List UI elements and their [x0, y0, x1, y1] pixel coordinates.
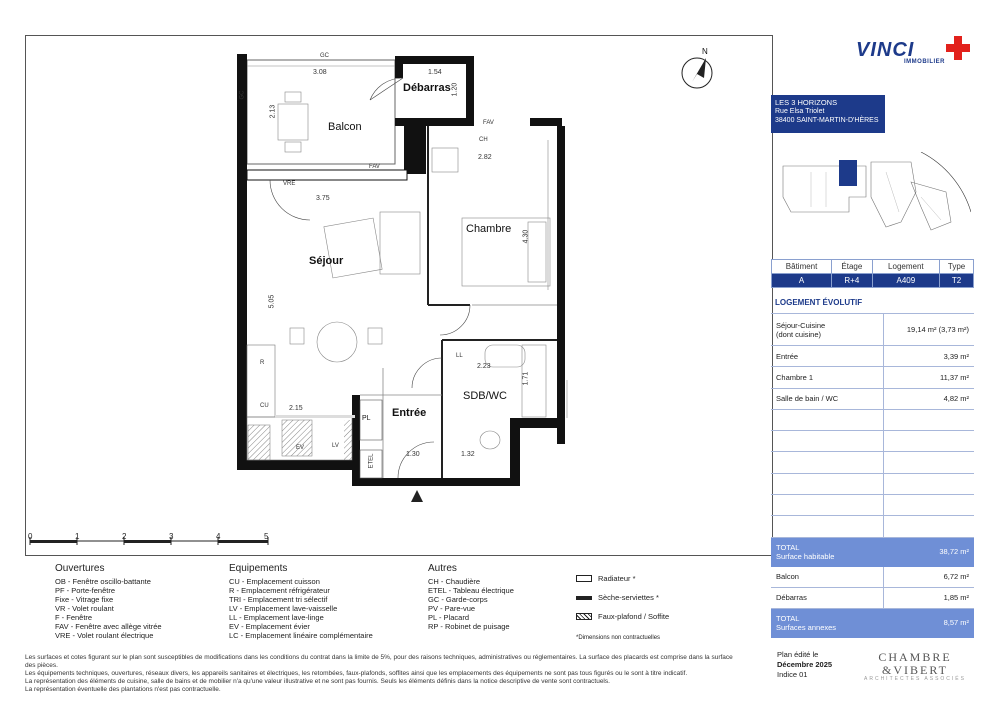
scale-label: 3 — [169, 532, 174, 541]
surface-row: Chambre 1 11,37 m² — [771, 367, 974, 388]
surface-row-empty — [771, 452, 974, 473]
lot-info-table — [771, 259, 974, 288]
dim-label: 1.32 — [461, 451, 475, 458]
surface-row: Salle de bain / WC 4,82 m² — [771, 388, 974, 409]
dim-label: 1.30 — [406, 451, 420, 458]
vinci-cross-icon — [946, 36, 970, 60]
header-etage: Étage — [832, 260, 872, 274]
dim-label: 1.71 — [522, 371, 530, 386]
header-type: Type — [940, 260, 974, 274]
logement-title: LOGEMENT ÉVOLUTIF — [775, 298, 863, 307]
dim-label: 2.15 — [289, 405, 303, 412]
vinci-logo: VINCI IMMOBILIER — [856, 36, 970, 68]
code-label: FAV — [483, 120, 494, 126]
dim-label: 1.54 — [428, 69, 442, 76]
compass-north-label: N — [702, 47, 708, 56]
code-label: LV — [332, 443, 339, 449]
room-label-debarras: Débarras — [403, 82, 451, 94]
legend-radiateur: Radiateur * — [576, 574, 636, 583]
dim-label: 3.75 — [316, 195, 330, 202]
key-plan-thumbnail — [771, 152, 971, 258]
value-batiment: A — [772, 274, 832, 288]
code-label: R — [260, 360, 265, 366]
code-label: GC — [320, 53, 329, 59]
scale-label: 5 — [264, 532, 269, 541]
legend-autres-title: Autres — [428, 563, 457, 574]
code-label: CH — [479, 137, 488, 143]
code-label: GC — [239, 90, 246, 100]
surface-row-empty — [771, 473, 974, 494]
surfaces-table — [771, 313, 974, 638]
hatch-icon — [576, 613, 592, 620]
header-logement: Logement — [872, 260, 940, 274]
plan-edition-info: Plan édité le Décembre 2025 Indice 01 — [777, 650, 833, 679]
code-label: ETEL — [368, 453, 375, 469]
code-label: LL — [456, 353, 463, 359]
value-logement: A409 — [872, 274, 940, 288]
scale-label: 4 — [216, 532, 221, 541]
annex-row: Balcon 6,72 m² — [771, 566, 974, 587]
floor-plan-drawing — [25, 35, 773, 556]
disclaimer: Les surfaces et cotes figurant sur le plan sont susceptibles de modifications dans les conditions du contrat dans la limite de 5%, pour des raisons techniques, administratives ou réglementaires. La surface des placards est comprise dans la surface des pièces. Les équipements techniques, ouvertures, réseaux divers, les appareils sanitaires et électriques, les retombées, faux-plafonds, soffites ainsi que les emplacements des équipements ne sont pas tous figurés ou le sont à titre indicatif. La représentation des éléments de cuisine, salle de bains et de mobilier n'a qu'une valeur illustrative et ne sont pas fournis. Seuls les éléments définis dans la notice descriptive de vente sont contractuels. La représentation éventuelle des plantations n'est pas contractuelle. — [25, 654, 733, 693]
scale-label: 2 — [122, 532, 127, 541]
project-address-box: LES 3 HORIZONS Rue Elsa Triolet 38400 SAINT-MARTIN-D'HÈRES — [771, 95, 885, 133]
room-label-balcon: Balcon — [328, 121, 362, 133]
scale-label: 0 — [28, 532, 33, 541]
legend-seche-serviettes: Sèche-serviettes * — [576, 593, 659, 602]
legend-ouvertures-title: Ouvertures — [55, 563, 105, 574]
legend-ouvertures-list: OB - Fenêtre oscillo-battante PF - Porte-fenêtre Fixe - Vitrage fixe VR - Volet roulant F - Fenêtre FAV - Fenêtre avec allège vitrée VRE - Volet roulant électrique — [55, 577, 162, 640]
dim-label: 2.23 — [477, 363, 491, 370]
radiator-icon — [576, 575, 592, 582]
total-habitable-row: TOTAL Surface habitable 38,72 m² — [771, 537, 974, 566]
surface-row-empty — [771, 495, 974, 516]
architect-logo: CHAMBRE &VIBERT ARCHITECTES ASSOCIÉS — [864, 650, 966, 682]
surface-row: Entrée 3,39 m² — [771, 346, 974, 367]
dim-label: 4.30 — [522, 229, 530, 244]
dim-label: 5.05 — [268, 294, 276, 309]
surface-row-empty — [771, 431, 974, 452]
towel-dryer-icon — [576, 596, 592, 600]
scale-label: 1 — [75, 532, 80, 541]
legend-equipements-list: CU - Emplacement cuisson R - Emplacement réfrigérateur TRI - Emplacement tri sélectif LV - Emplacement lave-vaisselle LL - Emplacement lave-linge EV - Emplacement évier LC - Emplacement linéaire complémentaire — [229, 577, 373, 640]
total-annexes-row: TOTAL Surfaces annexes 8,57 m² — [771, 608, 974, 637]
room-label-chambre: Chambre — [466, 223, 512, 235]
value-type: T2 — [940, 274, 974, 288]
dim-label: 2.13 — [269, 104, 277, 119]
legend-equipements-title: Equipements — [229, 563, 288, 574]
legend-faux-plafond: Faux-plafond / Soffite — [576, 612, 669, 621]
dim-label: 3.08 — [313, 69, 327, 76]
room-label-sdb: SDB/WC — [463, 390, 507, 402]
surface-row-empty — [771, 409, 974, 430]
header-batiment: Bâtiment — [772, 260, 832, 274]
value-etage: R+4 — [832, 274, 872, 288]
code-label: EV — [296, 445, 305, 451]
code-label: FAV — [369, 164, 380, 170]
room-label-entree: Entrée — [392, 407, 427, 419]
legend-autres-list: CH - Chaudière ETEL - Tableau électrique GC - Garde-corps PV - Pare-vue PL - Placard RP - Robinet de puisage — [428, 577, 514, 631]
surface-row-empty — [771, 516, 974, 537]
surface-row: Séjour-Cuisine (dont cuisine) 19,14 m² (3,73 m²) — [771, 314, 974, 346]
dim-label: 1.20 — [451, 82, 459, 97]
annex-row: Débarras 1,85 m² — [771, 587, 974, 608]
code-label: CU — [260, 403, 269, 409]
code-label: PL — [362, 415, 371, 422]
code-label: VRE — [283, 181, 296, 187]
room-label-sejour: Séjour — [309, 255, 344, 267]
legend-note: *Dimensions non contractuelles — [576, 635, 661, 641]
dim-label: 2.82 — [478, 154, 492, 161]
